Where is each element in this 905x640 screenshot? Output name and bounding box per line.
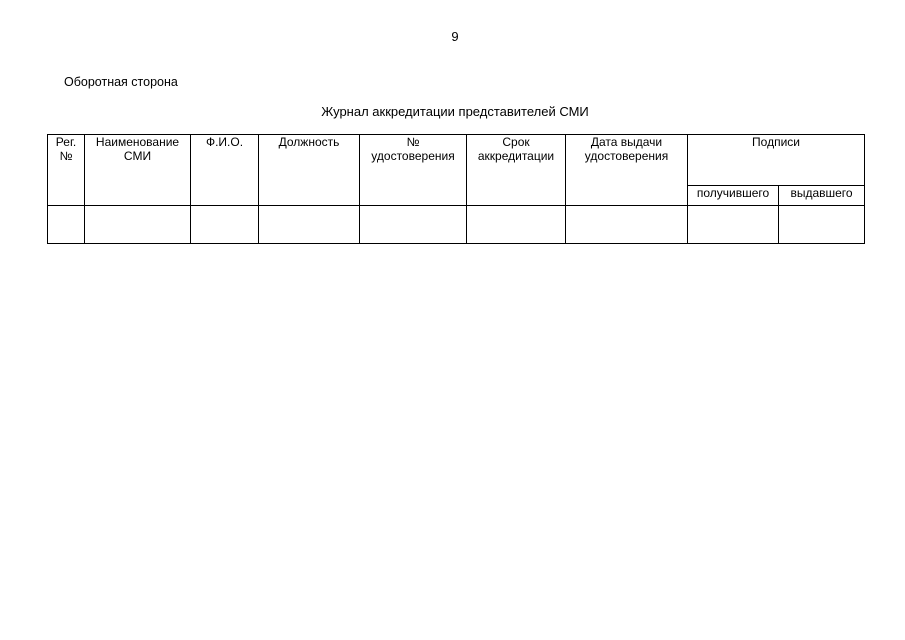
table-row: [48, 206, 865, 244]
header-issue-date-line2: удостоверения: [584, 149, 669, 164]
cell-position: [259, 206, 360, 244]
header-signature-issuer: выдавшего: [779, 186, 865, 206]
cell-media-name: [85, 206, 191, 244]
header-signature-receiver: получившего: [688, 186, 779, 206]
header-media-name-line1: Наименование: [95, 135, 180, 149]
header-accreditation-term-line2: аккредитации: [477, 149, 555, 164]
cell-signature-receiver: [688, 206, 779, 244]
header-reg-no-line1: Рег.: [55, 135, 77, 149]
header-reg-no: [48, 135, 85, 206]
header-position-line1: Должность: [278, 135, 340, 149]
cell-reg-no: [48, 206, 85, 244]
cell-accreditation-term: [467, 206, 566, 244]
cell-full-name: [191, 206, 259, 244]
page-number: 9: [451, 29, 459, 44]
header-accreditation-term-line1: Срок: [502, 135, 530, 149]
header-reg-no-line2: №: [59, 149, 73, 164]
header-certificate-no: [360, 135, 467, 206]
journal-title: Журнал аккредитации представителей СМИ: [321, 104, 589, 119]
accreditation-journal-table: [47, 134, 865, 244]
header-full-name: [191, 135, 259, 206]
header-media-name: [85, 135, 191, 206]
header-issue-date-line1: Дата выдачи: [590, 135, 663, 149]
cell-signature-issuer: [779, 206, 865, 244]
header-row: [48, 135, 865, 186]
header-signatures: Подписи: [688, 135, 865, 186]
header-certificate-no-line2: удостоверения: [371, 149, 455, 164]
header-position: [259, 135, 360, 206]
header-accreditation-term: [467, 135, 566, 206]
header-issue-date: [566, 135, 688, 206]
header-full-name-line1: Ф.И.О.: [205, 135, 244, 149]
cell-certificate-no: [360, 206, 467, 244]
header-certificate-no-line1: №: [406, 135, 420, 149]
cell-issue-date: [566, 206, 688, 244]
side-label: Оборотная сторона: [64, 75, 178, 89]
header-media-name-line2: СМИ: [123, 149, 152, 164]
